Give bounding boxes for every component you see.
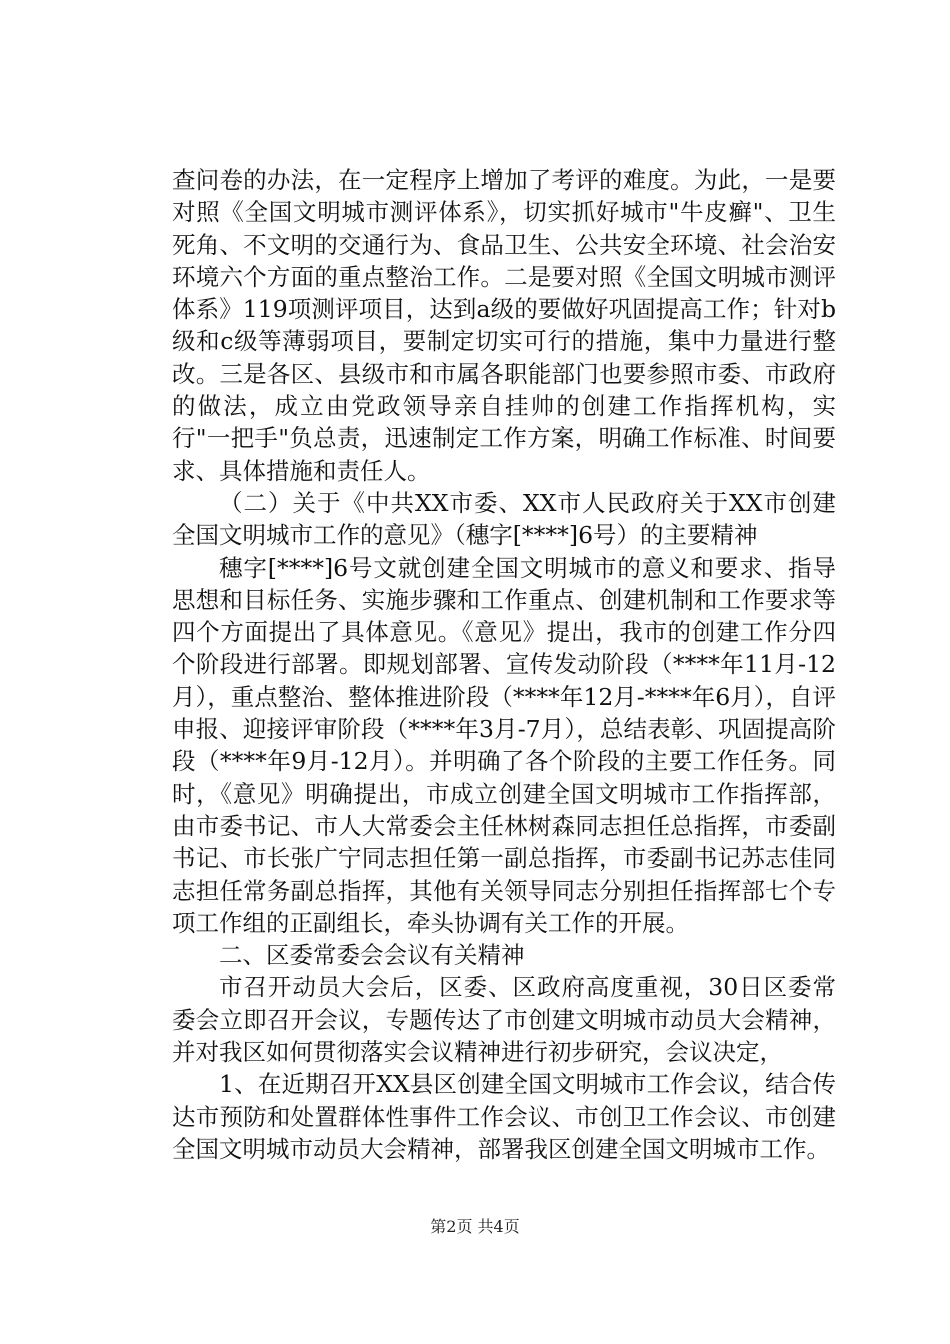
paragraph-5: 市召开动员大会后，区委、区政府高度重视，30日区委常委会立即召开会议，专题传达了市创建文明城市动员大会精神，并对我区如何贯彻落实会议精神进行初步研究，会议决定，	[172, 973, 836, 1067]
document-body	[172, 164, 836, 1165]
paragraph-2: （二）关于《中共XX市委、XX市人民政府关于XX市创建全国文明城市工作的意见》（穗字[****]6号）的主要精神	[172, 488, 836, 550]
section-heading: 二、区委常委会会议有关精神	[219, 941, 525, 970]
paragraph-1: 查问卷的办法，在一定程序上增加了考评的难度。为此，一是要对照《全国文明城市测评体系》，切实抓好城市"牛皮癣"、卫生死角、不文明的交通行为、食品卫生、公共安全环境、社会治安环境六个方面的重点整治工作。二是要对照《全国文明城市测评体系》119项测评项目，达到a级的要做好巩固提高工作；针对b级和c级等薄弱项目，要制定切实可行的措施，集中力量进行整改。三是各区、县级市和市属各职能部门也要参照市委、市政府的做法，成立由党政领导亲自挂帅的创建工作指挥机构，实行"一把手"负总责，迅速制定工作方案，明确工作标准、时间要求、具体措施和责任人。	[172, 166, 836, 485]
paragraph-3: 穗字[****]6号文就创建全国文明城市的意义和要求、指导思想和目标任务、实施步骤和工作重点、创建机制和工作要求等四个方面提出了具体意见。《意见》提出，我市的创建工作分四个阶段进行部署。即规划部署、宣传发动阶段（****年11月-12月），重点整治、整体推进阶段（****年12月-****年6月），自评申报、迎接评审阶段（****年3月-7月），总结表彰、巩固提高阶段（****年9月-12月）。并明确了各个阶段的主要工作任务。同时，《意见》明确提出，市成立创建全国文明城市工作指挥部，由市委书记、市人大常委会主任林树森同志担任总指挥，市委副书记、市长张广宁同志担任第一副总指挥，市委副书记苏志佳同志担任常务副总指挥，其他有关领导同志分别担任指挥部七个专项工作组的正副组长，牵头协调有关工作的开展。	[172, 553, 836, 937]
page-number-footer: 第2页 共4页	[430, 1217, 520, 1236]
paragraph-6: 1、在近期召开XX县区创建全国文明城市工作会议，结合传达市预防和处置群体性事件工作会议、市创卫工作会议、市创建全国文明城市动员大会精神，部署我区创建全国文明城市工作。	[172, 1070, 836, 1163]
